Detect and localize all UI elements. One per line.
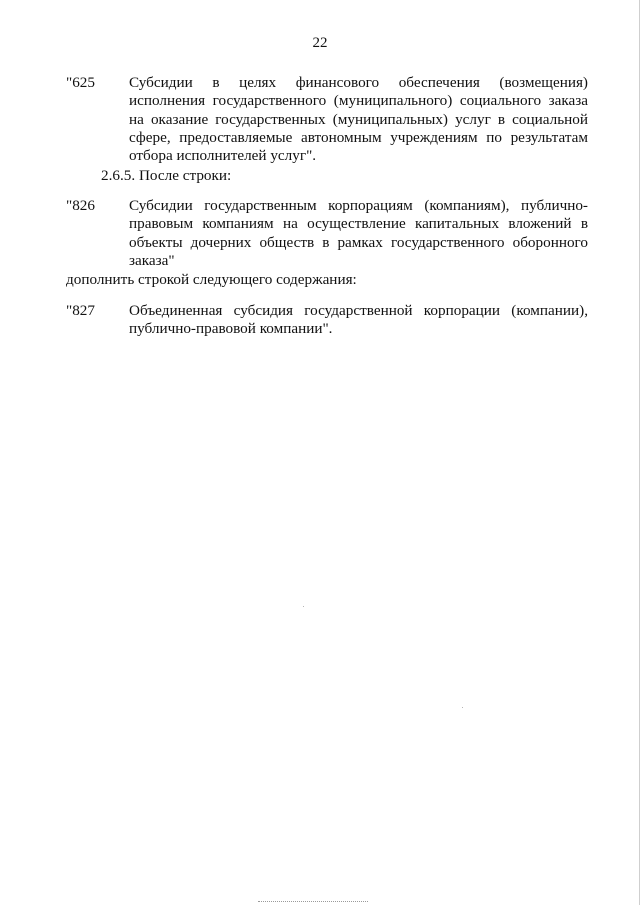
budget-code-description: Субсидии государственным корпорациям (компаниям), публично-правовым компаниям на осуществление капитальных вложений в объекты дочерних обществ в рамках государственного оборонного заказа" [129, 197, 588, 269]
section-heading: 2.6.5. После строки: [101, 167, 232, 184]
budget-code-description: Субсидии в целях финансового обеспечения (возмещения) исполнения государственного (муниципального) социального заказа на оказание государственных (муниципальных) услуг в социальной сфере, предоставляемые автономным учреждениям по результатам отбора исполнителей услуг". [129, 74, 588, 165]
budget-code-entry-625 [66, 74, 588, 165]
budget-code-entry-826 [66, 197, 588, 270]
budget-code: "625 [66, 74, 95, 91]
budget-code-entry-827 [66, 302, 588, 339]
budget-code: "826 [66, 197, 95, 214]
budget-code-description: Объединенная субсидия государственной корпорации (компании), публично-правовой компании". [129, 302, 588, 338]
scan-speck [462, 707, 463, 708]
instruction-text: дополнить строкой следующего содержания: [66, 271, 357, 288]
budget-code: "827 [66, 302, 95, 319]
page-number: 22 [312, 35, 328, 51]
scan-edge-mark [258, 901, 368, 902]
scan-speck [303, 606, 304, 607]
